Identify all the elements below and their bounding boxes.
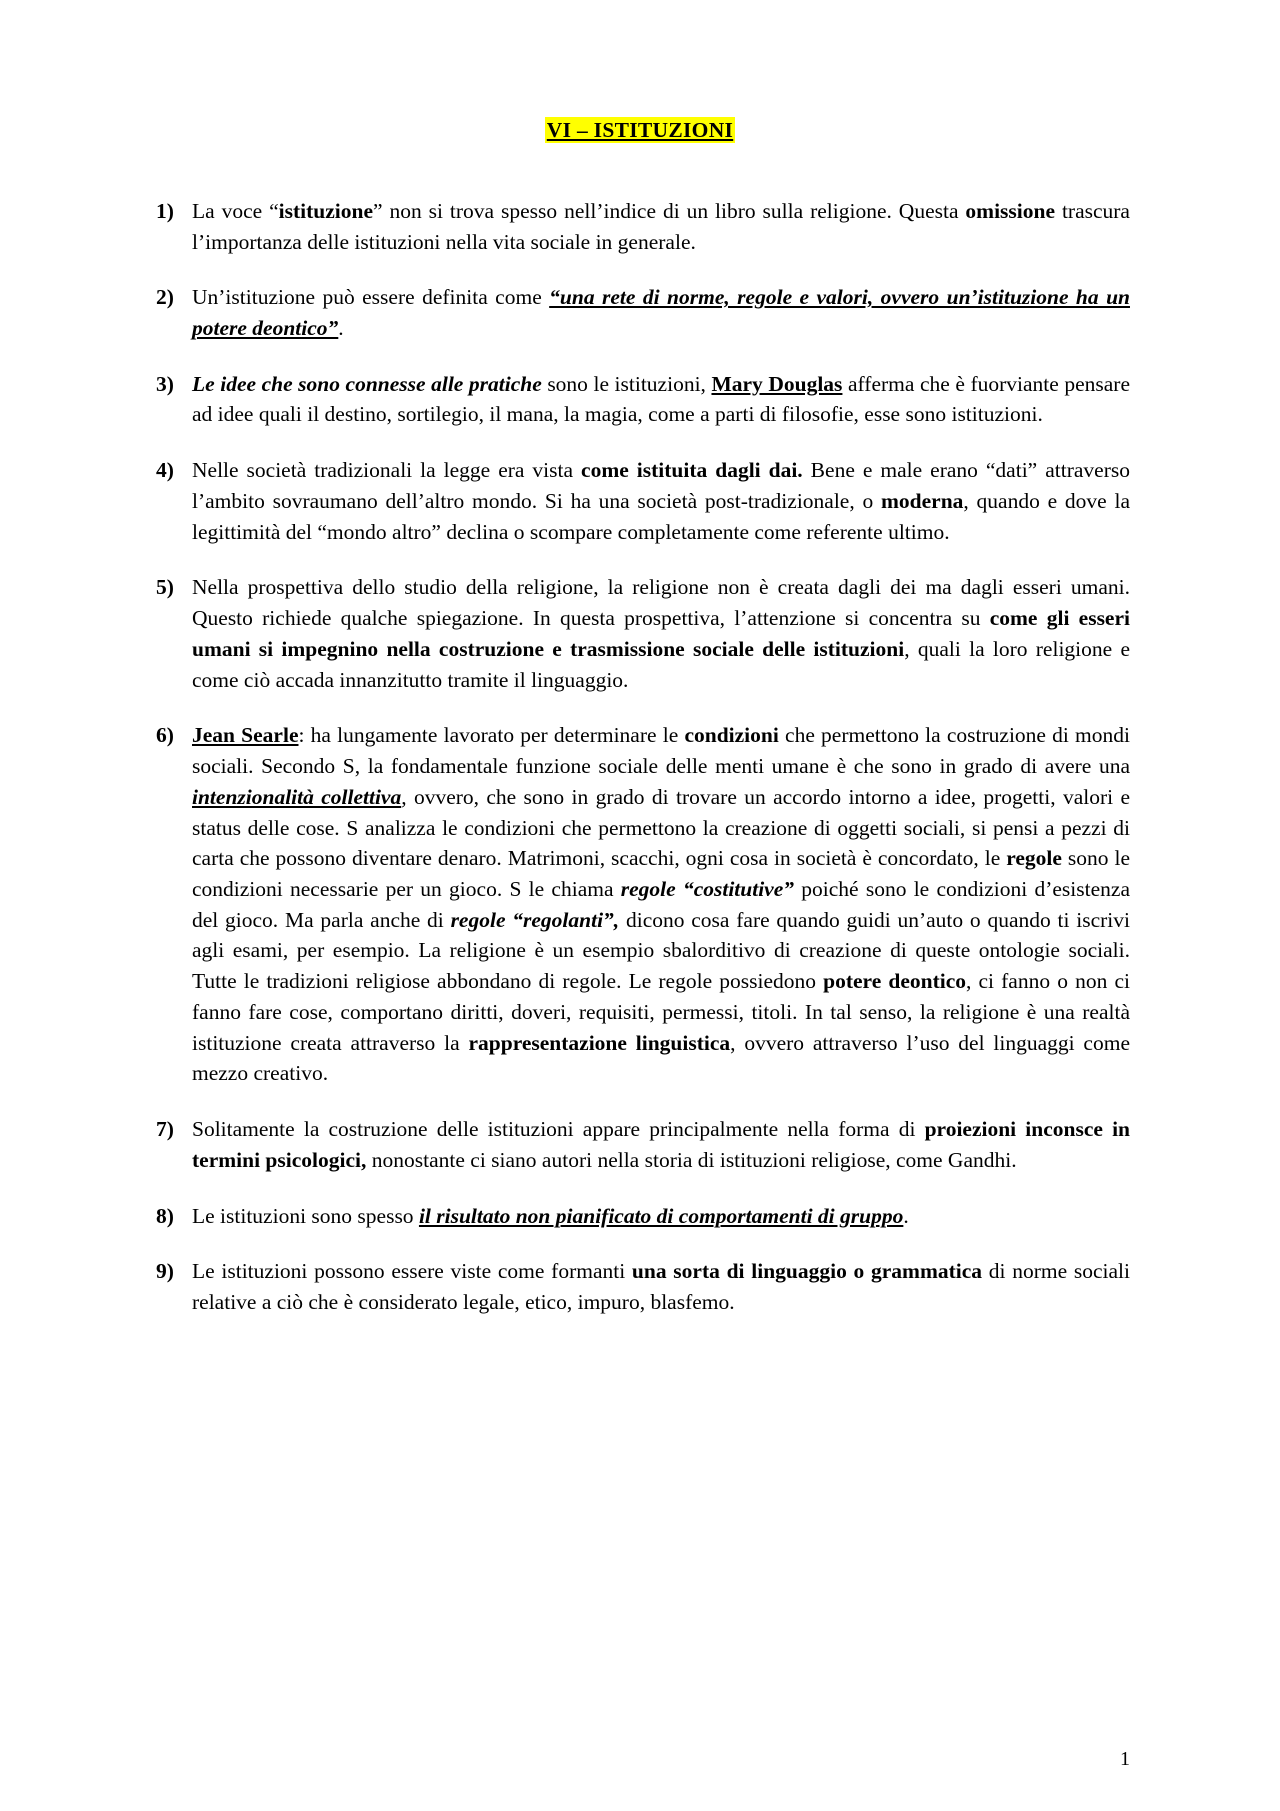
text-run: , quando e dove la legittimità del “mondo altro” declina o scompare completamente come referente ultimo. <box>192 488 1130 544</box>
list-item-number: 4) <box>156 458 174 483</box>
list-item <box>150 455 1130 547</box>
text-run: istituzione <box>278 198 374 223</box>
text-run: , ovvero, che sono in grado di trovare un accordo intorno a idee, progetti, valori e status delle cose. S analizza le condizioni che permettono la creazione di oggetti sociali, si pensi a pezzi di carta che possono diventare denaro. Matrimoni, scacchi, ogni cosa in società è concordato, le <box>192 784 1130 871</box>
text-run: regole “costitutive” <box>620 877 795 902</box>
text-run: nonostante ci siano autori nella storia di istituzioni religiose, come Gandhi. <box>366 1147 1017 1172</box>
page-title <box>150 118 1130 144</box>
text-run: regole <box>1006 846 1062 871</box>
list-item <box>150 1256 1130 1317</box>
page-title-text: VI – ISTITUZIONI <box>546 118 734 142</box>
text-run: Le istituzioni possono essere viste come formanti <box>192 1259 632 1284</box>
text-run: di norme sociali relative a ciò che è considerato legale, etico, impuro, blasfemo. <box>192 1259 1130 1315</box>
text-run: Le idee che sono connesse alle pratiche <box>192 371 542 396</box>
text-run: afferma che è fuorviante pensare ad idee quali il destino, sortilegio, il mana, la magia, come a parti di filosofie, esse sono istituzioni. <box>192 371 1130 427</box>
list-item-text <box>192 196 1130 257</box>
list-item <box>150 1201 1130 1232</box>
text-run: come istituita dagli dai. <box>581 458 803 483</box>
list-item-number: 8) <box>156 1203 174 1228</box>
text-run: il risultato non pianificato di comportamenti di gruppo <box>418 1203 904 1228</box>
text-run: Bene e male erano “dati” attraverso l’ambito sovraumano dell’altro mondo. Si ha una società post-tradizionale, o <box>192 458 1130 513</box>
text-run: sono le condizioni necessarie per un gioco. S le chiama <box>192 846 1131 902</box>
text-run: una sorta di linguaggio o grammatica <box>631 1259 983 1284</box>
list-item-text <box>192 572 1130 695</box>
text-run: Jean Searle <box>192 723 299 748</box>
text-run: regole “regolanti”, <box>450 907 620 932</box>
text-run: potere deontico <box>823 969 966 994</box>
text-run: La voce “ <box>192 198 279 223</box>
text-run: condizioni <box>684 723 779 748</box>
text-run: sono le istituzioni, <box>541 371 712 396</box>
list-item-text <box>192 1256 1130 1317</box>
list-item <box>150 720 1130 1089</box>
list-item-text <box>192 455 1130 547</box>
text-run: intenzionalità collettiva <box>192 784 402 809</box>
list-item <box>150 282 1130 343</box>
text-run: dicono cosa fare quando guidi un’auto o quando ti iscrivi agli esami, per esempio. La religione è un esempio sbalorditivo di creazione di queste ontologie sociali. Tutte le tradizioni religiose abbondano di regole. Le regole possiedono <box>192 907 1130 994</box>
text-run: Nelle società tradizionali la legge era vista <box>192 458 582 483</box>
list-item-text <box>192 1201 1130 1232</box>
list-item-number: 3) <box>156 371 174 396</box>
page-number: 1 <box>1120 1748 1130 1770</box>
list-item-number: 6) <box>156 723 174 748</box>
list-item <box>150 369 1130 430</box>
list-item-number: 5) <box>156 575 174 600</box>
text-run: come gli esseri umani si impegnino nella costruzione e trasmissione sociale delle istituzioni <box>192 606 1130 661</box>
text-run: Solitamente la costruzione delle istituzioni appare principalmente nella forma di <box>192 1117 925 1142</box>
list-item-number: 9) <box>156 1259 174 1284</box>
list-item <box>150 1114 1130 1175</box>
text-run: ” non si trova spesso nell’indice di un libro sulla religione. Questa <box>373 198 966 223</box>
list-item-text <box>192 282 1130 343</box>
list-item-text <box>192 369 1130 430</box>
list-item-number: 7) <box>156 1117 174 1142</box>
list-item-number: 1) <box>156 198 174 223</box>
list-item <box>150 196 1130 257</box>
list-item-number: 2) <box>156 285 174 310</box>
text-run: , ci fanno o non ci fanno fare cose, comportano diritti, doveri, requisiti, permessi, titoli. In tal senso, la religione è una realtà istituzione creata attraverso la <box>192 969 1130 1055</box>
list-item <box>150 572 1130 695</box>
list-item-text <box>192 1114 1130 1175</box>
numbered-list <box>150 196 1130 1318</box>
text-run: , ovvero attraverso l’uso del linguaggi come mezzo creativo. <box>192 1030 1130 1086</box>
text-run: moderna <box>881 488 964 513</box>
text-run: Un’istituzione può essere definita come <box>192 285 550 310</box>
text-run: . <box>338 316 344 340</box>
list-item-text <box>192 720 1130 1089</box>
text-run: “una rete di norme, regole e valori, ovvero un’istituzione ha un potere deontico” <box>192 285 1130 340</box>
text-run: Mary Douglas <box>711 371 843 396</box>
text-run: proiezioni inconsce in termini psicologici, <box>192 1117 1130 1172</box>
text-run: che permettono la costruzione di mondi sociali. Secondo S, la fondamentale funzione sociale delle menti umane è che sono in grado di avere una <box>192 723 1131 779</box>
text-run: rappresentazione linguistica <box>468 1030 731 1055</box>
text-run: omissione <box>965 198 1056 223</box>
text-run: . <box>903 1203 909 1228</box>
text-run: trascura l’importanza delle istituzioni nella vita sociale in generale. <box>192 198 1130 254</box>
text-run: , quali la loro religione e come ciò accada innanzitutto tramite il linguaggio. <box>192 636 1130 692</box>
text-run: poiché sono le condizioni d’esistenza del gioco. Ma parla anche di <box>192 877 1130 932</box>
text-run: : ha lungamente lavorato per determinare le <box>298 723 685 748</box>
text-run: Le istituzioni sono spesso <box>192 1203 419 1228</box>
text-run: Nella prospettiva dello studio della religione, la religione non è creata dagli dei ma dagli esseri umani. Questo richiede qualche spiegazione. In questa prospettiva, l’attenzione si concentra su <box>192 575 1130 631</box>
